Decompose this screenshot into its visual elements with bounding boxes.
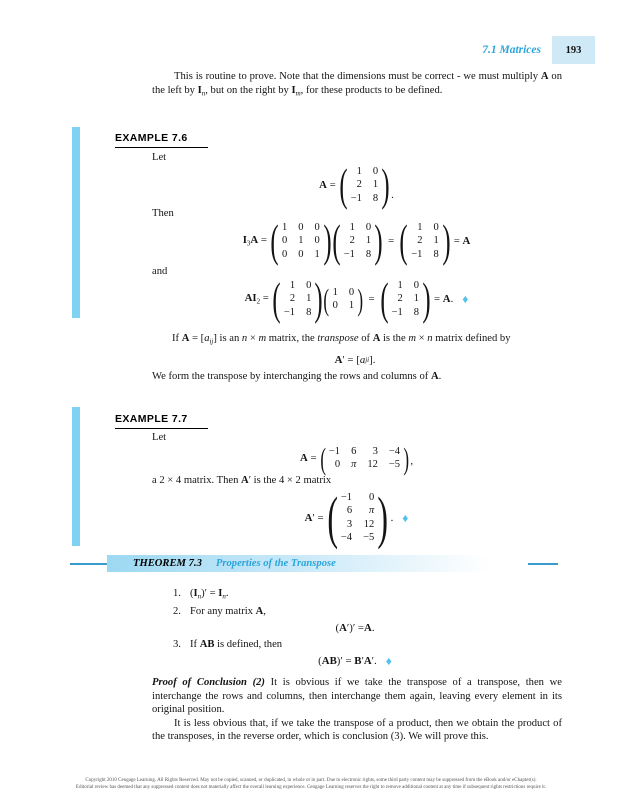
text-segment: Proof of Conclusion (2)	[152, 677, 265, 688]
text-segment: It is less obvious that, if we take the transpose of a product, then we obtain the product of the transposes, in the reverse order, which is conclusion (3). We will prove this.	[152, 717, 562, 742]
matrix-grid	[408, 221, 441, 261]
equation-a-2x4	[115, 440, 558, 476]
copyright-footer	[40, 777, 582, 791]
text-segment: A	[304, 511, 313, 524]
equals-sign: =	[368, 293, 375, 305]
right-paren: )	[403, 440, 410, 476]
equation-tail: .	[391, 189, 394, 201]
theorem-item-1	[173, 587, 558, 604]
theorem-eq-2	[152, 622, 558, 634]
example-76-sidebar	[72, 127, 80, 318]
matrix-cell: 2	[356, 179, 362, 191]
text-segment: .	[438, 371, 442, 382]
right-paren: )	[381, 159, 390, 210]
matrix-cell: −1	[350, 192, 362, 204]
left-paren: (	[319, 440, 326, 476]
text-segment: ji	[365, 356, 370, 364]
result-matrix	[379, 273, 431, 324]
matrix-cell: 0	[306, 280, 312, 292]
matrix-cell: 3	[346, 518, 353, 530]
matrix-cell: 1	[365, 235, 372, 247]
text-segment: ′ is the 4 × 2 matrix	[248, 475, 332, 486]
text-segment: ′)′ =	[346, 621, 364, 634]
text-segment: )′ =	[201, 588, 219, 599]
equation-text	[318, 655, 377, 667]
matrix-cell: 1	[282, 222, 288, 234]
text-segment: ij	[209, 337, 214, 346]
text-segment: AB	[199, 638, 215, 650]
matrix-cell: 1	[298, 235, 304, 247]
theorem-rule-left	[70, 563, 107, 565]
text-segment: is the	[380, 333, 409, 344]
transpose-equation	[152, 353, 558, 367]
text-segment: is defined, then	[214, 638, 283, 650]
text-segment: (	[318, 654, 322, 667]
matrix-cell: 1	[413, 293, 419, 305]
theorem-title: Properties of the Transpose	[215, 558, 336, 569]
matrix-cell: 1	[348, 300, 355, 311]
left-paren: (	[270, 215, 279, 266]
theorem-label: THEOREM 7.3	[133, 558, 202, 569]
matrix-grid	[348, 165, 381, 205]
matrix-grid	[281, 279, 314, 319]
text-segment: 3	[246, 239, 251, 248]
text-segment: It is obvious if we take the transpose of a transpose, then we interchange the rows and columns, then interchange them again, leaving every element in its original position.	[152, 677, 563, 715]
example-77-desc	[152, 474, 558, 488]
matrix-cell: 12	[367, 459, 378, 470]
equation-tail: ,	[410, 455, 414, 467]
matrix-grid	[330, 286, 358, 312]
text-segment: =	[260, 292, 269, 305]
then-label: Then	[152, 208, 174, 219]
equation-a	[115, 159, 558, 210]
proof-section	[152, 676, 562, 744]
matrix-cell: −1	[411, 248, 423, 260]
end-of-theorem-diamond-icon: ♦	[385, 653, 392, 668]
theorem-list	[173, 587, 558, 667]
theorem-rule-right	[528, 563, 558, 565]
matrix-cell: 2	[397, 293, 403, 305]
text-segment: A	[244, 292, 253, 305]
matrix-a	[339, 159, 390, 210]
item-number: 3.	[173, 638, 181, 650]
text-segment: A	[372, 333, 381, 344]
text-segment: on the left by	[152, 71, 562, 96]
matrix-cell: 1	[397, 280, 403, 292]
text-segment: ].	[369, 354, 376, 366]
text-segment: A	[250, 234, 259, 247]
text-segment: A	[319, 179, 327, 191]
text-segment: For any matrix	[190, 605, 256, 617]
text-segment: a	[204, 333, 210, 344]
proof-paragraph-2	[152, 717, 562, 744]
text-segment: ,	[263, 605, 266, 617]
matrix-grid	[341, 221, 374, 261]
matrix-cell: 2	[349, 235, 355, 247]
intro-paragraph	[152, 70, 562, 101]
left-paren: (	[379, 273, 389, 324]
text-segment: I	[193, 588, 198, 599]
equation-lhs	[243, 234, 267, 248]
transpose-line2	[152, 370, 558, 384]
text-segment: ×	[415, 333, 428, 344]
text-segment: =	[433, 293, 443, 305]
right-paren: )	[323, 215, 332, 266]
text-segment: We form the transpose by interchanging the rows and columns of	[152, 371, 431, 382]
item-text	[190, 605, 266, 619]
section-title: 7.1 Matrices	[482, 44, 541, 56]
text-segment: n	[222, 592, 226, 601]
matrix-cell: 0	[282, 235, 288, 247]
text-segment: of	[358, 333, 373, 344]
item-number: 1.	[173, 588, 181, 599]
text-segment: A	[363, 654, 372, 667]
text-segment: .	[225, 588, 229, 599]
equation-lhs	[305, 512, 324, 524]
left-paren: (	[323, 281, 330, 317]
matrix-cell: 0	[298, 222, 304, 234]
matrix-cell: 1	[372, 179, 379, 191]
text-segment: A	[430, 371, 439, 382]
let-label: Let	[152, 152, 167, 163]
and-label: and	[152, 266, 168, 277]
text-segment: I	[291, 84, 296, 96]
text-segment: A	[255, 605, 264, 617]
text-segment: n	[201, 89, 206, 97]
text-segment: , for these products to be defined.	[300, 84, 443, 96]
text-segment: = [	[189, 333, 205, 344]
matrix-grid	[326, 445, 403, 471]
example-77	[115, 409, 558, 550]
transpose-line1	[152, 332, 558, 349]
text-segment: I	[218, 588, 223, 599]
left-paren: (	[332, 215, 341, 266]
equation-lhs	[245, 292, 269, 306]
text-segment: ′	[361, 654, 364, 667]
text-segment: n	[241, 333, 248, 344]
copyright-line-2: Editorial review has deemed that any suppressed content does not materially affect the overall learning experience. Cengage Learning reserves the right to remove additional content at any time if subsequent rights restrictions require it.	[75, 785, 547, 790]
matrix-cell: 1	[306, 293, 312, 305]
example-76	[115, 128, 558, 324]
left-paren: (	[326, 484, 338, 550]
text-segment: I	[252, 292, 257, 305]
text-segment: A	[339, 621, 347, 634]
text-segment: ′.	[371, 654, 377, 667]
text-segment: If	[190, 638, 200, 650]
text-segment: n	[427, 333, 433, 344]
page-header	[482, 36, 595, 64]
item-number: 2.	[173, 605, 181, 617]
theorem-item-2	[173, 605, 558, 619]
matrix-cell: 0	[433, 222, 439, 234]
proof-paragraph-1	[152, 676, 562, 717]
text-segment: .	[371, 621, 375, 634]
text-segment: AB	[321, 654, 337, 667]
text-segment: a	[359, 354, 366, 366]
matrix-cell: 1	[349, 222, 355, 234]
text-segment: I	[197, 84, 202, 96]
text-segment: A	[241, 475, 249, 486]
equation-tail: .	[390, 511, 394, 524]
text-segment: matrix, the	[266, 333, 318, 344]
text-segment: (	[335, 621, 340, 634]
equation-ai2	[115, 273, 558, 324]
matrix-cell: 0	[282, 248, 288, 260]
identity-3-matrix	[270, 215, 332, 266]
matrix-cell: 1	[356, 166, 362, 178]
text-segment: )′ =	[336, 654, 355, 667]
text-segment: A	[334, 354, 343, 366]
text-segment: =	[258, 234, 267, 247]
equation-rhs	[434, 293, 453, 305]
matrix-cell: π	[351, 459, 357, 470]
right-paren: )	[374, 215, 383, 266]
matrix-cell: 0	[314, 222, 320, 234]
matrix-cell: 1	[314, 248, 320, 260]
matrix-cell: 0	[314, 235, 320, 247]
matrix-cell: −1	[283, 306, 296, 318]
text-segment: A	[181, 333, 190, 344]
transpose-definition	[152, 332, 558, 384]
right-paren: )	[357, 281, 364, 317]
matrix-cell: 12	[363, 518, 375, 530]
theorem-eq-3	[152, 655, 558, 667]
left-paren: (	[339, 159, 348, 210]
left-paren: (	[272, 273, 281, 324]
matrix-a	[332, 215, 383, 266]
text-segment: 2	[256, 297, 261, 306]
end-of-example-diamond-icon: ♦	[462, 292, 469, 306]
text-segment: I	[242, 234, 247, 247]
matrix-grid	[338, 491, 377, 544]
text-segment: =	[326, 179, 336, 191]
item-text	[190, 638, 282, 652]
matrix-cell: 0	[365, 222, 372, 234]
right-paren: )	[377, 484, 389, 550]
text-segment: This is routine to prove. Note that the dimensions must be correct - we must multiply	[174, 71, 541, 82]
matrix-cell: 0	[332, 300, 338, 311]
matrix-cell: −1	[328, 445, 341, 457]
example-77-heading: EXAMPLE 7.7	[115, 413, 208, 429]
theorem-banner	[107, 555, 510, 572]
matrix-cell: 0	[372, 166, 379, 178]
copyright-line-1: Copyright 2010 Cengage Learning. All Rights Reserved. May not be copied, scanned, or duplicated, in whole or in part. Due to electronic rights, some third party content may be suppressed from the eBook and/or eChapter(s).	[85, 778, 537, 783]
text-segment: A	[299, 452, 308, 464]
matrix-cell: −4	[388, 445, 400, 457]
text-segment: =	[453, 235, 463, 247]
matrix-cell: −1	[343, 248, 355, 260]
matrix-cell: 8	[413, 306, 419, 318]
right-paren: )	[314, 273, 323, 324]
matrix-cell: −5	[363, 531, 375, 543]
matrix-cell: 0	[334, 459, 341, 470]
result-matrix	[399, 215, 451, 266]
matrix-cell: 0	[348, 286, 355, 298]
matrix-cell: 8	[433, 248, 439, 260]
matrix-cell: 2	[417, 235, 423, 247]
matrix-cell: 1	[289, 280, 296, 292]
text-segment: , but on the right by	[205, 84, 292, 96]
text-segment: .	[450, 293, 454, 305]
theorem-header	[70, 556, 558, 572]
text-segment: matrix defined by	[432, 333, 511, 344]
text-segment: (	[190, 588, 194, 599]
matrix-cell: 0	[368, 492, 375, 504]
equation-a-transpose	[115, 484, 558, 550]
text-segment: A	[442, 293, 451, 305]
page-number-badge: 193	[552, 36, 595, 64]
text-segment: m	[258, 333, 267, 344]
right-paren: )	[442, 215, 451, 266]
matrix-cell: 0	[413, 280, 419, 292]
equation-i3a	[115, 215, 558, 266]
text-segment: A	[364, 621, 372, 634]
matrix-cell: 0	[298, 248, 304, 260]
example-77-sidebar	[72, 407, 80, 546]
matrix-cell: 1	[417, 222, 423, 234]
matrix-cell: 6	[351, 445, 357, 457]
example-76-heading: EXAMPLE 7.6	[115, 132, 208, 148]
right-paren: )	[422, 273, 431, 324]
equation-rhs	[454, 235, 471, 247]
matrix-cell: −5	[388, 459, 400, 470]
equation-lhs	[300, 452, 317, 464]
let-label: Let	[152, 432, 167, 443]
text-segment: transpose	[317, 333, 359, 344]
text-segment: A	[462, 235, 471, 247]
matrix-cell: 1	[332, 286, 338, 298]
end-of-example-diamond-icon: ♦	[402, 510, 409, 525]
text-segment: A	[540, 71, 549, 82]
matrix-a-transpose	[326, 484, 389, 550]
identity-2-matrix	[323, 281, 364, 317]
text-segment: n	[197, 592, 202, 601]
text-segment: B	[354, 654, 362, 667]
matrix-cell: 8	[372, 192, 379, 204]
matrix-cell: 2	[289, 293, 296, 305]
left-paren: (	[399, 215, 408, 266]
matrix-grid	[389, 279, 422, 319]
matrix-a-2x4	[319, 440, 410, 476]
text-segment: ×	[247, 333, 259, 344]
equation-lhs	[319, 179, 336, 191]
matrix-cell: −1	[340, 492, 353, 504]
matrix-cell: 1	[433, 235, 439, 247]
text-segment: m	[295, 89, 301, 97]
matrix-cell: 3	[372, 445, 378, 457]
text-segment: If	[172, 333, 182, 344]
matrix-cell: 8	[365, 248, 372, 260]
text-segment: ′ = [	[342, 354, 360, 366]
text-segment: a 2 × 4 matrix. Then	[152, 475, 242, 486]
equals-sign: =	[388, 235, 395, 247]
text-segment: ′ =	[312, 511, 324, 524]
matrix-cell: −4	[340, 531, 353, 543]
item-text	[190, 587, 229, 604]
matrix-grid	[279, 221, 323, 261]
matrix-cell: −1	[391, 306, 403, 318]
text-segment: ] is an	[213, 333, 242, 344]
matrix-a	[272, 273, 323, 324]
matrix-cell: 6	[346, 505, 353, 517]
text-segment: m	[408, 333, 416, 344]
matrix-cell: π	[368, 505, 375, 517]
theorem-item-3	[173, 638, 558, 652]
matrix-cell: 8	[306, 306, 312, 318]
text-segment: =	[307, 452, 317, 464]
